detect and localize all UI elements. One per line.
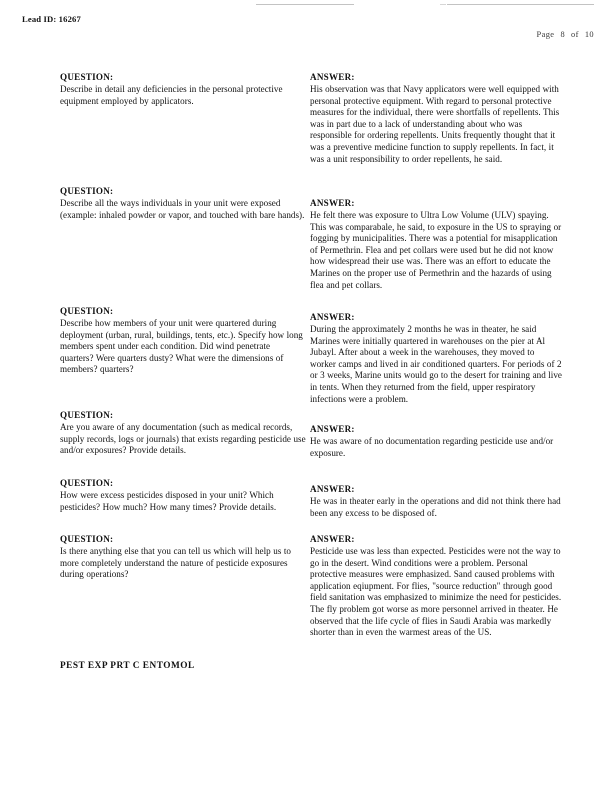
scan-artifact-tick-right	[440, 4, 446, 5]
question-label-6: QUESTION:	[60, 534, 114, 544]
question-text-3: Describe how members of your unit were quartered during deployment (urban, rural, buildings, tents, etc.). Specify how long members spent under each condition. Did wind penetrate quarters? Were quarters dusty? What were the dimensions of members? quarters?	[60, 318, 303, 375]
question-text-4: Are you aware of any documentation (such as medical records, supply records, logs or journals) that exists regarding pesticide use and/or exposures? Provide details.	[60, 422, 306, 456]
page-number-word: Page	[536, 30, 555, 39]
answer-text-6: Pesticide use was less than expected. Pesticides were not the way to go in the desert. Wind conditions were a problem. Personal protective measures were emphasized. Sand caused problems with application eqiupment. For flies, "source reduction" through good field sanitation was emphasized to minimize the need for pesticides. The fly problem got worse as more personnel arrived in theater. He observed that the life cycle of flies in Saudi Arabia was markedly shorter than in even the warmest areas of the US.	[310, 546, 562, 638]
answer-text-4: He was aware of no documentation regarding pesticide use and/or exposure.	[310, 436, 554, 458]
question-label-5: QUESTION:	[60, 478, 114, 488]
lead-id-label: Lead ID: 16267	[22, 14, 81, 24]
answer-label-2: ANSWER:	[310, 198, 355, 208]
answer-text-3: During the approximately 2 months he was in theater, he said Marines were initially quartered in warehouses on the pier at Al Jubayl. After about a week in the warehouses, they moved to worker camps and lived in air conditioned quarters. For periods of 2 or 3 weeks, Marine units would go to the desert for training and live in tents. When they returned from the field, upper respiratory infections were a problem.	[310, 324, 562, 404]
question-text-6: Is there anything else that you can tell us which will help us to more completely understand the nature of pesticide exposures during operations?	[60, 546, 291, 580]
answer-block-2	[310, 198, 562, 291]
answer-text-2: He felt there was exposure to Ultra Low Volume (ULV) spaying. This was comparabale, he said, to exposure in the US to spraying or fogging by municipalities. There was a potential for misapplication of Permethrin. Flea and pet collars were used but he did not know how widespread their use was. There was an effort to educate the Marines on the proper use of Permethrin and the hazards of using flea and pet collars.	[310, 210, 562, 290]
page-header	[0, 14, 612, 48]
question-block-4	[60, 410, 306, 457]
question-block-2	[60, 186, 306, 221]
answer-block-4	[310, 424, 562, 459]
page-number	[537, 30, 594, 39]
answer-block-3	[310, 312, 562, 405]
answer-label-1: ANSWER:	[310, 72, 355, 82]
answer-block-6	[310, 534, 562, 639]
question-block-3	[60, 306, 306, 376]
question-block-6	[60, 534, 306, 581]
answer-text-1: His observation was that Navy applicators were well equipped with personal protective equipment. With regard to personal protective measures for the individual, there were shortfalls of repellents. This was in part due to a lack of understanding about who was responsible for ordering repellents. Units frequently thought that it was a preventive medicine function to supply repellents. In fact, it was a unit responsibility to order repellents, he said.	[310, 84, 560, 164]
question-block-1	[60, 72, 306, 107]
scan-artifact-line-left	[256, 4, 354, 5]
answer-label-5: ANSWER:	[310, 484, 355, 494]
scan-artifact-line-right	[447, 4, 594, 5]
answer-label-3: ANSWER:	[310, 312, 355, 322]
page-number-total: 10	[584, 30, 594, 39]
answer-block-1	[310, 72, 562, 165]
question-text-2: Describe all the ways individuals in your unit were exposed (example: inhaled powder or vapor, and touched with bare hands).	[60, 198, 305, 220]
answer-label-6: ANSWER:	[310, 534, 355, 544]
answer-text-5: He was in theater early in the operations and did not think there had been any excess to be disposed of.	[310, 496, 561, 518]
answer-label-4: ANSWER:	[310, 424, 355, 434]
page-number-of: of	[571, 30, 579, 39]
question-text-1: Describe in detail any deficiencies in the personal protective equipment employed by applicators.	[60, 84, 283, 106]
question-text-5: How were excess pesticides disposed in your unit? Which pesticides? How much? How many times? Provide details.	[60, 490, 277, 512]
question-label-3: QUESTION:	[60, 306, 114, 316]
page-number-current: 8	[560, 30, 566, 39]
question-label-4: QUESTION:	[60, 410, 114, 420]
question-block-5	[60, 478, 306, 513]
question-label-2: QUESTION:	[60, 186, 114, 196]
question-label-1: QUESTION:	[60, 72, 114, 82]
answer-block-5	[310, 484, 562, 519]
form-code-footer: PEST EXP PRT C ENTOMOL	[60, 661, 195, 671]
